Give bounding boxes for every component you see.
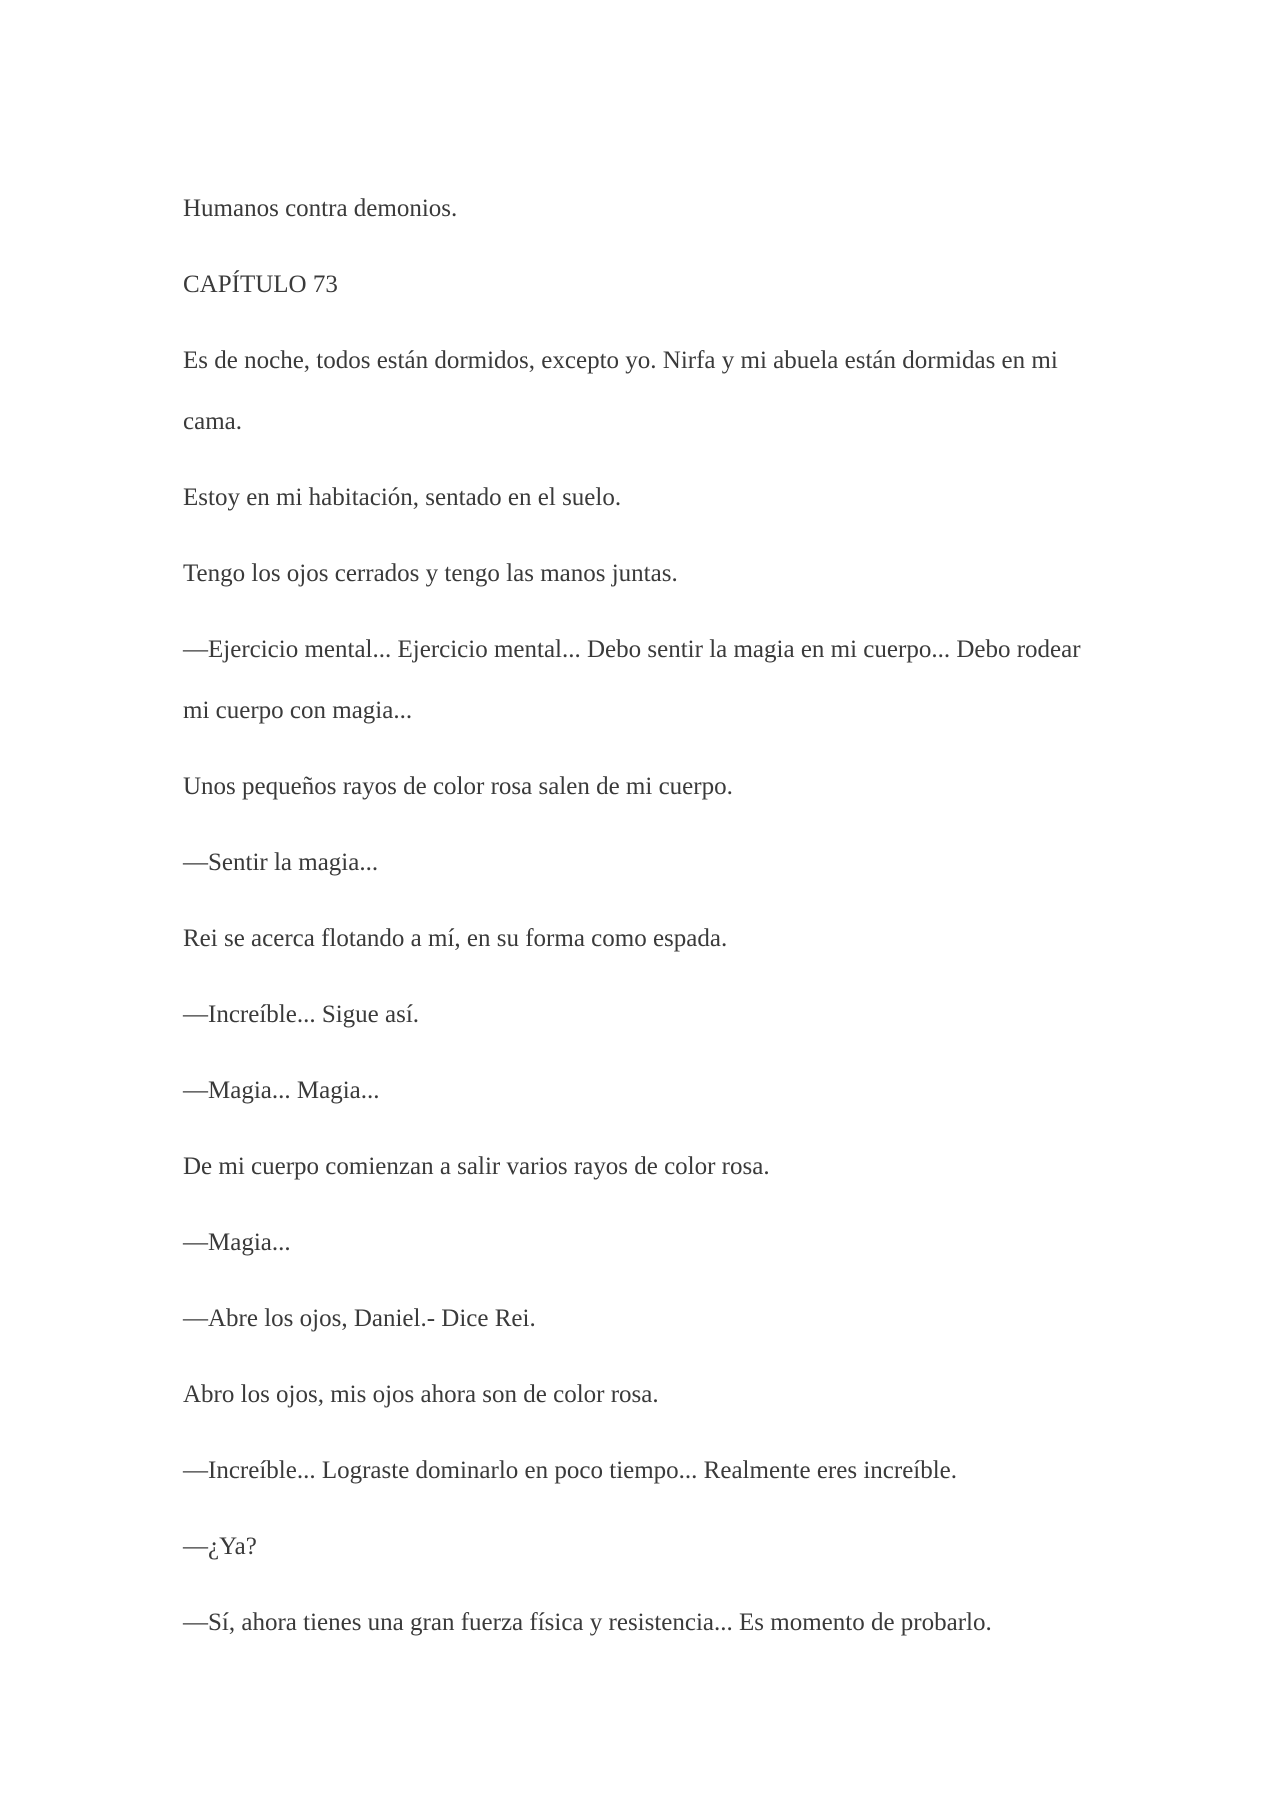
- paragraph: De mi cuerpo comienzan a salir varios rayos de color rosa.: [183, 1153, 770, 1180]
- paragraph: Tengo los ojos cerrados y tengo las manos juntas.: [183, 560, 678, 587]
- paragraph: Estoy en mi habitación, sentado en el suelo.: [183, 484, 622, 511]
- dialogue-line: —Sí, ahora tienes una gran fuerza física y resistencia... Es momento de probarlo.: [183, 1609, 992, 1636]
- paragraph: Rei se acerca flotando a mí, en su forma como espada.: [183, 925, 728, 952]
- dialogue-line: —Increíble... Sigue así.: [183, 1001, 420, 1028]
- document-body: [183, 178, 1113, 1668]
- dialogue-line: —Magia... Magia...: [183, 1077, 380, 1104]
- dialogue-line: —Abre los ojos, Daniel.- Dice Rei.: [183, 1305, 536, 1332]
- dialogue-line: —¿Ya?: [183, 1533, 257, 1560]
- chapter-heading: CAPÍTULO 73: [183, 271, 338, 298]
- dialogue-line: —Increíble... Lograste dominarlo en poco tiempo... Realmente eres increíble.: [183, 1457, 958, 1484]
- dialogue-line: —Magia...: [183, 1229, 291, 1256]
- dialogue-line: —Sentir la magia...: [183, 849, 379, 876]
- dialogue-line: —Ejercicio mental... Ejercicio mental... Debo sentir la magia en mi cuerpo... Debo rodear mi cuerpo con magia...: [183, 636, 1081, 724]
- story-title: Humanos contra demonios.: [183, 195, 458, 222]
- paragraph: Abro los ojos, mis ojos ahora son de color rosa.: [183, 1381, 659, 1408]
- paragraph: Es de noche, todos están dormidos, excepto yo. Nirfa y mi abuela están dormidas en mi cama.: [183, 347, 1058, 435]
- paragraph: Unos pequeños rayos de color rosa salen de mi cuerpo.: [183, 773, 733, 800]
